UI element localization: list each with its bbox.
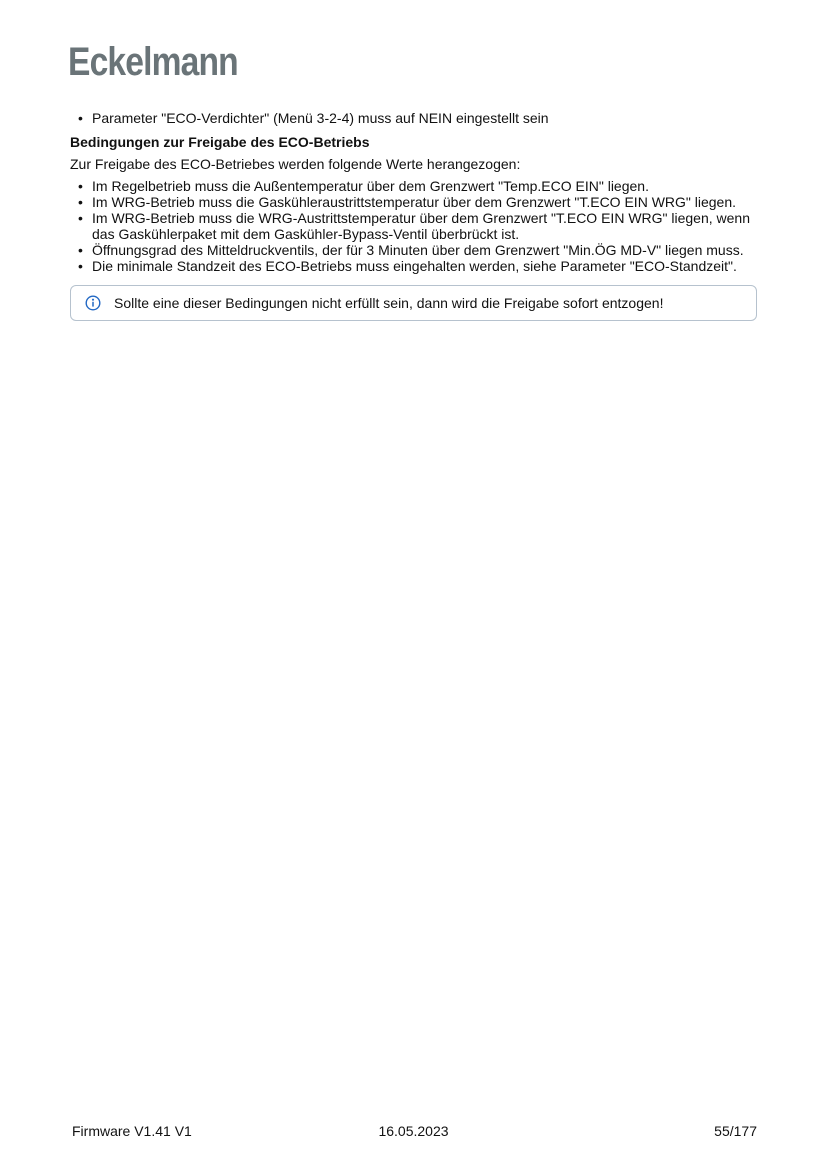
list-item-text: Im Regelbetrieb muss die Außentemperatur über dem Grenzwert "Temp.ECO EIN" liegen.: [92, 178, 649, 194]
eckelmann-logo: Eckelmann: [68, 40, 238, 84]
list-item: [70, 210, 757, 242]
bullet-marker: •: [78, 210, 83, 226]
list-item-text: Öffnungsgrad des Mitteldruckventils, der für 3 Minuten über dem Grenzwert "Min.ÖG MD-V" liegen muss.: [92, 242, 744, 258]
intro-bullet-text: Parameter "ECO-Verdichter" (Menü 3-2-4) muss auf NEIN eingestellt sein: [92, 110, 549, 126]
bullet-marker: •: [78, 242, 83, 258]
bullet-marker: •: [78, 110, 83, 126]
bullet-marker: •: [78, 194, 83, 210]
section-heading: Bedingungen zur Freigabe des ECO-Betriebs: [70, 134, 370, 150]
info-note-text: Sollte eine dieser Bedingungen nicht erfüllt sein, dann wird die Freigabe sofort entzogen!: [114, 295, 664, 311]
list-item: [70, 258, 757, 274]
bullet-marker: •: [78, 258, 83, 274]
footer-page-number: 55/177: [714, 1123, 757, 1139]
document-body: [70, 110, 757, 321]
info-icon: [85, 295, 101, 311]
list-item-text: Im WRG-Betrieb muss die WRG-Austrittstemperatur über dem Grenzwert "T.ECO EIN WRG" liegen, wenn das Gaskühlerpaket mit dem Gaskühler-Bypass-Ventil überbrückt ist.: [92, 210, 750, 242]
list-item: [70, 242, 757, 258]
footer-date: 16.05.2023: [378, 1123, 449, 1139]
bullet-marker: •: [78, 178, 83, 194]
info-note-box: [70, 285, 757, 321]
list-item-text: Die minimale Standzeit des ECO-Betriebs muss eingehalten werden, siehe Parameter "ECO-Standzeit".: [92, 258, 737, 274]
section-lead: Zur Freigabe des ECO-Betriebes werden folgende Werte herangezogen:: [70, 156, 521, 172]
list-item-text: Im WRG-Betrieb muss die Gaskühleraustrittstemperatur über dem Grenzwert "T.ECO EIN WRG" liegen.: [92, 194, 737, 210]
list-item: [70, 194, 757, 210]
footer-firmware-version: Firmware V1.41 V1: [72, 1123, 192, 1139]
intro-bullet-item: [70, 110, 757, 126]
condition-bullet-list: [70, 178, 757, 274]
list-item: [70, 178, 757, 194]
